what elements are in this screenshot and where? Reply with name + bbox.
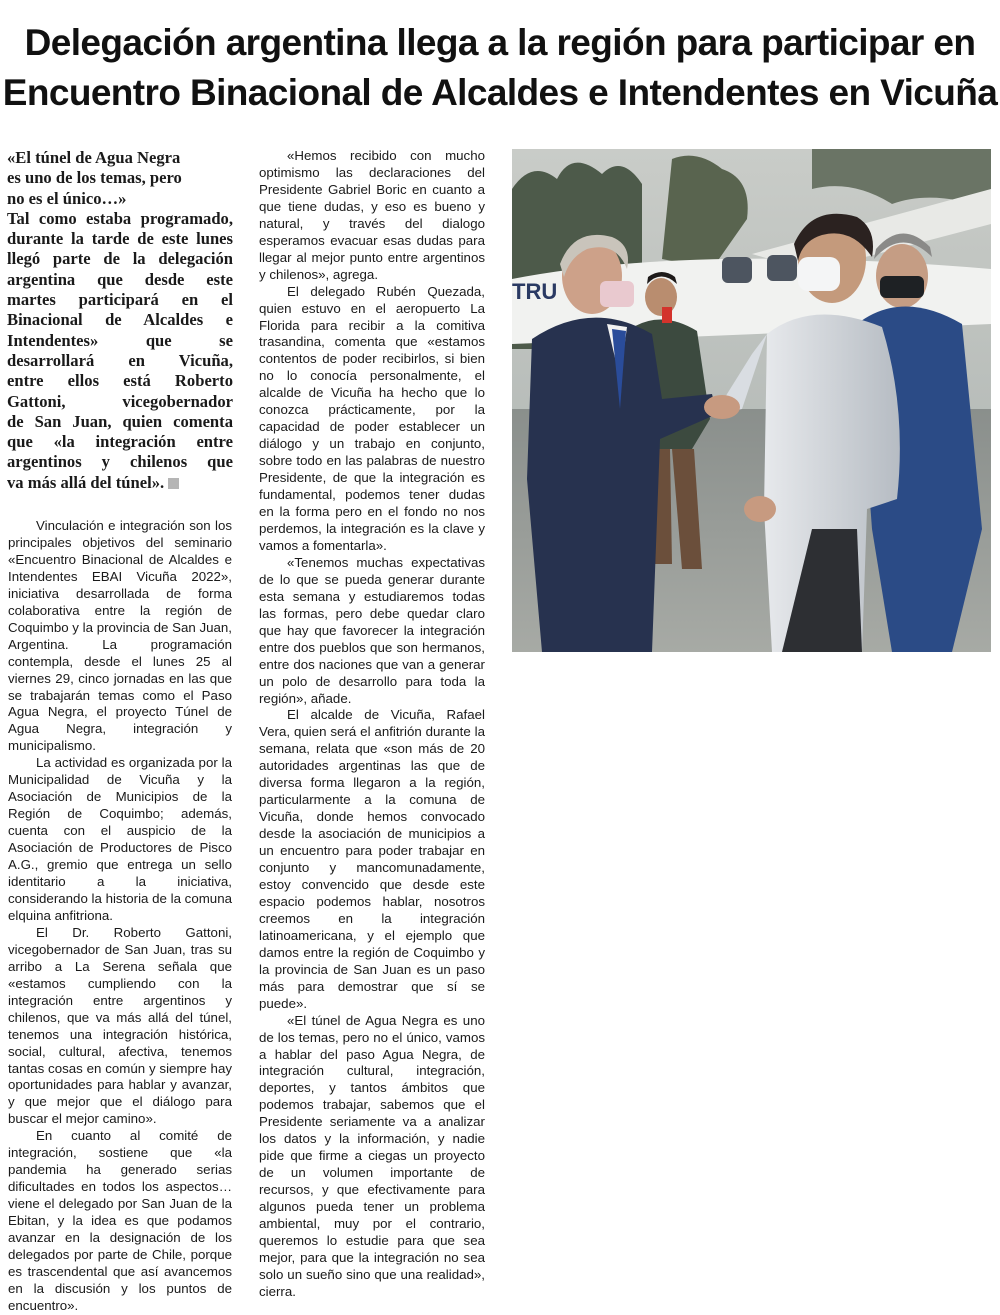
paragraph: La actividad es organizada por la Municipalidad de Vicuña y la Asociación de Municipios de la Región de Coquimbo; además, cuenta con el auspicio de la Asociación de Productores de Pisco A.G., gremio que entrega un sello identitario a la iniciativa, considerando la historia de la comuna elquina anfitriona. [8, 755, 232, 923]
lead-line: Intendentes» que se [7, 330, 233, 350]
lead-quote [7, 148, 233, 493]
lead-line: durante la tarde de este lunes [7, 229, 233, 249]
paragraph: El alcalde de Vicuña, Rafael Vera, quien será el anfitrión durante la semana, relata que «son más de 20 autoridades argentinas las que de diversa forma llegaron a la región, particularmente a la comuna de Vicuña, donde hemos convocado desde la asociación de municipios a un encuentro para poder trabajar en conjunto y mancomunadamente, estoy convencido que desde este espacio podemos hablar, nosotros creemos en la integración latinoamericana, y el ejemplo que damos entre la región de Coquimbo y la provincia de San Juan es un paso más para demostrar que sí se puede». [259, 707, 485, 1011]
body-column-2 [259, 148, 485, 1301]
aircraft-lettering: TRU [512, 279, 558, 304]
paragraph: «Tenemos muchas expectativas de lo que se pueda generar durante esta semana y estudiaremos todas las formas, pero debe quedar claro que hay que favorecer la integración entre dos pueblos que son hermanos, entre dos naciones que van a generar un polo de desarrollo para toda la región», añade. [259, 554, 485, 706]
lead-line: argentinos y chilenos que [7, 452, 233, 472]
paragraph: Vinculación e integración son los principales objetivos del seminario «Encuentro Binacional de Alcaldes e Intendentes EBAI Vicuña 2022», iniciativa desarrollada de forma colaborativa entre la región de Coquimbo y la provincia de San Juan, Argentina. La programación contempla, desde el lunes 25 al viernes 29, cinco jornadas en las que se trabajarán temas como el Paso Agua Negra, el proyecto Túnel de Agua Negra, integración y municipalismo. [8, 518, 232, 754]
paragraph: «El túnel de Agua Negra es uno de los temas, pero no el único, vamos a hablar del paso Agua Negra, de integración cultural, integración, deportes, y tantos ámbitos que podemos trabajar, sabemos que el Presidente seriamente va a analizar los datos y la información, y nadie pide que firme a ciegas un proyecto de un volumen importante de recursos, y que efectivamente para algunos pueda tener un problema ambiental, muy por el contrario, queremos lo estudie para que sea mejor, para que la integración no sea solo un sueño sino que una realidad», cierra. [259, 1012, 485, 1299]
lead-line: desarrollará en Vicuña, [7, 350, 233, 370]
lead-line: es uno de los temas, pero [7, 168, 182, 188]
lead-line: de San Juan, quien comenta [7, 411, 233, 431]
lead-line: va más allá del túnel». [7, 472, 165, 492]
headline-line: Delegación argentina llega a la región para participar en [24, 22, 976, 63]
lead-last-line [7, 473, 233, 493]
lead-line: argentina que desde este [7, 269, 233, 289]
lead-line: llegó parte de la delegación [7, 249, 233, 269]
lead-line: que «la integración entre [7, 432, 233, 452]
lead-line: Tal como estaba programado, [7, 208, 233, 228]
lead-line: Binacional de Alcaldes e [7, 310, 233, 330]
article-headline [0, 18, 1000, 118]
paragraph: El Dr. Roberto Gattoni, vicegobernador de San Juan, tras su arribo a La Serena señala que «estamos cumpliendo con la integración entre argentinos y chilenos, que va más allá del túnel, tenemos una integración histórica, social, cultural, afectiva, tenemos tantas cosas en común y siempre hay oportunidades para hablar y avanzar, y que mejor que el diálogo para buscar el mejor camino». [8, 924, 232, 1127]
lead-line: entre ellos está Roberto [7, 371, 233, 391]
lead-line: «El túnel de Agua Negra [7, 148, 181, 167]
lead-line: Gattoni, vicegobernador [7, 391, 233, 411]
end-mark-icon [168, 478, 179, 489]
paragraph: El delegado Rubén Quezada, quien estuvo en el aeropuerto La Florida para recibir a la comitiva trasandina, comenta que «estamos contentos de poder recibirlos, si bien no lo conocía personalmente, el alcalde de Vicuña ha hecho que lo conozca prácticamente, por la capacidad de poder establecer un diálogo y un trabajo en conjunto, sobre todo en las palabras de nuestro Presidente, de que la integración es fundamental, podemos tener dudas en la forma pero en el fondo no nos perdemos, la integración es la clave y vamos a fomentarla». [259, 283, 485, 553]
headline-line: Encuentro Binacional de Alcaldes e Intendentes en Vicuña [2, 72, 998, 113]
lead-line: martes participará en el [7, 290, 233, 310]
news-photo [512, 149, 991, 652]
lead-line: no es el único…» [7, 188, 127, 208]
paragraph: «Hemos recibido con mucho optimismo las declaraciones del Presidente Gabriel Boric en cuanto a que tiene dudas, y eso es bueno y natural, y través del dialogo esperamos evacuar esas dudas para llegar al mejor punto entre argentinos y chilenos», agrega. [259, 148, 485, 282]
body-column-1 [8, 518, 232, 1315]
paragraph: En cuanto al comité de integración, sostiene que «la pandemia ha generado serias dificultades en todos los aspectos… viene el delegado por San Juan de la Ebitan, y la idea es que podamos avanzar en la designación de los delegados por parte de Chile, porque es trascendental que así avancemos en la discusión y los puntos de encuentro». [8, 1128, 232, 1313]
